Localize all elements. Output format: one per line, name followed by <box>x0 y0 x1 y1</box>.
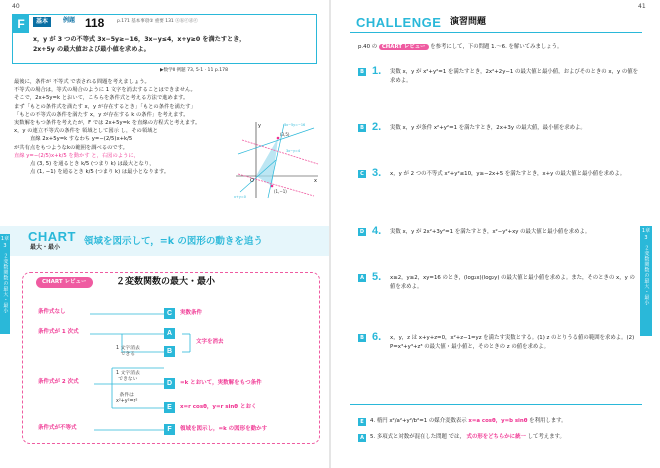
challenge-subtitle: 演習問題 <box>450 17 487 27</box>
point-min <box>271 185 274 188</box>
axis-label-x: x <box>314 178 317 184</box>
explanation-text <box>14 78 232 176</box>
body-line: 「もとの不等式の条件を満たす x，y が存在する k の条件」を考えます。 <box>14 111 189 118</box>
chart-sub: 最大・最小 <box>30 244 61 251</box>
body-line: まず「もとの条件式を満たす x，y が存在するとき」「もとの条件を満たす」 <box>14 103 196 110</box>
hint-highlight: x=a cosθ，y=b sinθ <box>468 418 528 424</box>
hint-pre: 4. 楕円 x²/a²+y²/b²=1 の媒介変数表示 <box>370 418 467 424</box>
hint-post: して考えます。 <box>527 434 565 440</box>
problem-number: 1. <box>372 65 382 77</box>
method-tag-e: E <box>164 402 175 413</box>
body-line: 点 (1, −1) を通るとき k/5 (つまり k) は最小となります。 <box>30 169 170 176</box>
subcondition-circle: 条件は x²+y²=r² <box>116 393 138 405</box>
problem-number: 6. <box>372 331 382 343</box>
chapter-title: ２変数関数の最大・最小 <box>643 244 650 305</box>
chapter-section: 3 <box>3 242 7 249</box>
body-line: 直線 2x+5y=k すなわち y=−(2/5)x+k/5 <box>30 136 133 143</box>
intro-post: を参考にして，下の問題 1.～6. を解いてみましょう。 <box>430 44 563 50</box>
page-number-right: 41 <box>638 3 646 10</box>
chapter-title: ２変数関数の最大・最小 <box>2 252 9 313</box>
problem-text: 実数 x，y が条件 x²+y²=1 を満たすとき，2x+3y の最大値，最小値を求めよ。 <box>390 125 586 131</box>
point-max <box>277 137 280 140</box>
problem-text: 実数 x，y が x²+y²=1 を満たすとき，2x²+2y−1 の最大値と最小値，およびそのときの x，y の値を求めよ。 <box>390 69 639 84</box>
method-region: 領域を図示し，=k の図形を動かす <box>180 426 268 432</box>
body-line: 点 (3, 5) を通るとき k/5 (つまり k) は最大となり， <box>30 161 155 168</box>
problem-number: 3. <box>372 167 382 179</box>
chapter-tab-right <box>640 226 652 336</box>
review-connectors <box>22 300 320 440</box>
method-polar: x=r cosθ，y=r sinθ とおく <box>180 404 257 410</box>
problem-tag: B <box>358 334 366 342</box>
point-label-min: (1,−1) <box>274 189 287 194</box>
hint-post: を利用します。 <box>529 418 567 424</box>
example-number: 118 <box>85 16 105 30</box>
problem-tag: C <box>358 170 366 178</box>
problem-tag: D <box>359 229 365 235</box>
title-rule <box>350 32 642 33</box>
question-line-1: x，y が 3 つの不等式 3x−5y≥−16，3x−y≤4，x+y≥0 を満たすとき， <box>33 36 246 43</box>
body-line: 実数解をもつ条件を考えたが，F では 2x+5y=k を直線の方程式と考えます。 <box>14 120 201 127</box>
challenge-intro <box>358 44 562 51</box>
example-box <box>12 14 317 64</box>
question-line-2: 2x+5y の最大値および最小値を求めよ。 <box>33 45 150 53</box>
example-question <box>33 35 313 55</box>
chart-heading: 領域を図示して，=k の図形の動きを追う <box>84 236 263 247</box>
body-line: が共有点をもつようなkの範囲を調べるのです。 <box>14 144 128 151</box>
problem-text: x，y，z は x+y+z=0，x²+z−1=yz を満たす実数とする。(1) z のとりうる値の範囲を求めよ。(2) P=x³+y³+z³ の最大値・最小値と，そのときの z の値を求めよ。 <box>390 335 635 350</box>
problem-number: 2. <box>372 121 382 133</box>
problem-number: 5. <box>372 271 382 283</box>
example-badge: F <box>13 15 29 33</box>
method-tag-f: F <box>164 424 175 435</box>
review-title: ２変数関数の最大・最小 <box>116 277 216 287</box>
chapter-number: 1章 <box>641 228 651 234</box>
method-tag-a: A <box>164 328 175 339</box>
chapter-section: 3 <box>644 234 648 241</box>
subcondition-not-eliminable: 1 文字消去 できない <box>116 371 140 383</box>
body-line: そこで，2x+5y=k とおいて，こちらを条件式と考える方法で進めます。 <box>14 95 189 102</box>
method-real-condition: 実数条件 <box>180 310 203 316</box>
example-label: 例題 <box>63 17 76 24</box>
hint-box <box>350 404 642 456</box>
body-line: 直線 y=−(2/5)x+k/5 を動かす と，右図のように， <box>14 152 139 159</box>
example-refs: p.171 基本事項② 重要 131 ⓐⓑⓒⓓⓔ <box>117 19 198 24</box>
challenge-title: CHALLENGE <box>356 15 442 30</box>
condition-inequality: 条件式が不等式 <box>38 425 77 431</box>
example-footnote: ▶数学Ⅱ 例題 73, 5·1 · 11 p.178 <box>160 68 228 73</box>
formula-label-3: x+y=0 <box>234 195 246 199</box>
method-tag-d: D <box>164 378 175 389</box>
problem-text: x，y が 2 つの不等式 x²+y²≤10，y≥−2x+5 を満たすとき，x+y の最大値と最小値を求めよ。 <box>390 171 626 177</box>
body-line: 最後に，条件が 不等式 で表される問題を考えましょう。 <box>14 79 150 85</box>
intro-pre: p.40 の <box>358 44 378 50</box>
condition-none: 条件式なし <box>38 309 66 315</box>
formula-label-1: 3x−5y=−16 <box>284 123 306 127</box>
page-spine <box>329 0 331 468</box>
region-diagram <box>232 120 320 200</box>
formula-label-2: 3x−y=4 <box>286 149 301 153</box>
hint-line <box>370 418 566 425</box>
problem-text: 実数 x，y が 2x²+3y²=1 を満たすとき，x²−y²+xy の最大値と最小値を求めよ。 <box>390 229 591 235</box>
hint-line <box>370 434 565 441</box>
method-set-k: =k とおいて，実数解をもつ条件 <box>180 380 262 386</box>
problem-tag: B <box>358 124 366 132</box>
hint-tag: E <box>358 418 366 426</box>
problem-text: x≥2，y≥2，xy=16 のとき，(log₂x)(log₂y) の最大値と最小値を求めよ。また，そのときの x，y の値を求めよ。 <box>390 275 635 290</box>
point-label-max: (3,5) <box>280 132 290 137</box>
body-line: x，y の連立不等式の条件を 領域として図示 し，その領域と <box>14 128 158 135</box>
problem-tag: B <box>358 68 366 76</box>
problem-tag: A <box>358 274 366 282</box>
subcondition-eliminable: 1 文字消去 できる <box>116 346 140 358</box>
hint-highlight: 式の形をどちらかに統一 <box>466 434 526 440</box>
page-number-left: 40 <box>12 3 20 10</box>
hint-pre: 5. 多項式と対数が混在した問題 では， <box>370 434 465 440</box>
chapter-tab-left <box>0 234 10 334</box>
axis-label-y: y <box>258 123 261 129</box>
method-tag-b: B <box>164 346 175 357</box>
problem-number: 4. <box>372 225 382 237</box>
method-eliminate: 文字を消去 <box>196 339 224 345</box>
condition-quadratic: 条件式が 2 次式 <box>38 379 79 385</box>
hint-tag: A <box>358 434 366 442</box>
review-pill: CHART レビュー <box>36 277 93 288</box>
origin-label: O <box>250 178 254 184</box>
body-line: 不等式の場合は，等式の場合のように 1 文字を消去することはできません。 <box>14 87 196 94</box>
chapter-number: 1章 <box>0 236 10 242</box>
intro-pill: CHART レビュー <box>379 44 429 50</box>
method-tag-c: C <box>164 308 175 319</box>
chart-logo: CHART <box>28 229 76 244</box>
condition-linear: 条件式が 1 次式 <box>38 329 79 335</box>
example-kind: 基本 <box>33 17 51 27</box>
